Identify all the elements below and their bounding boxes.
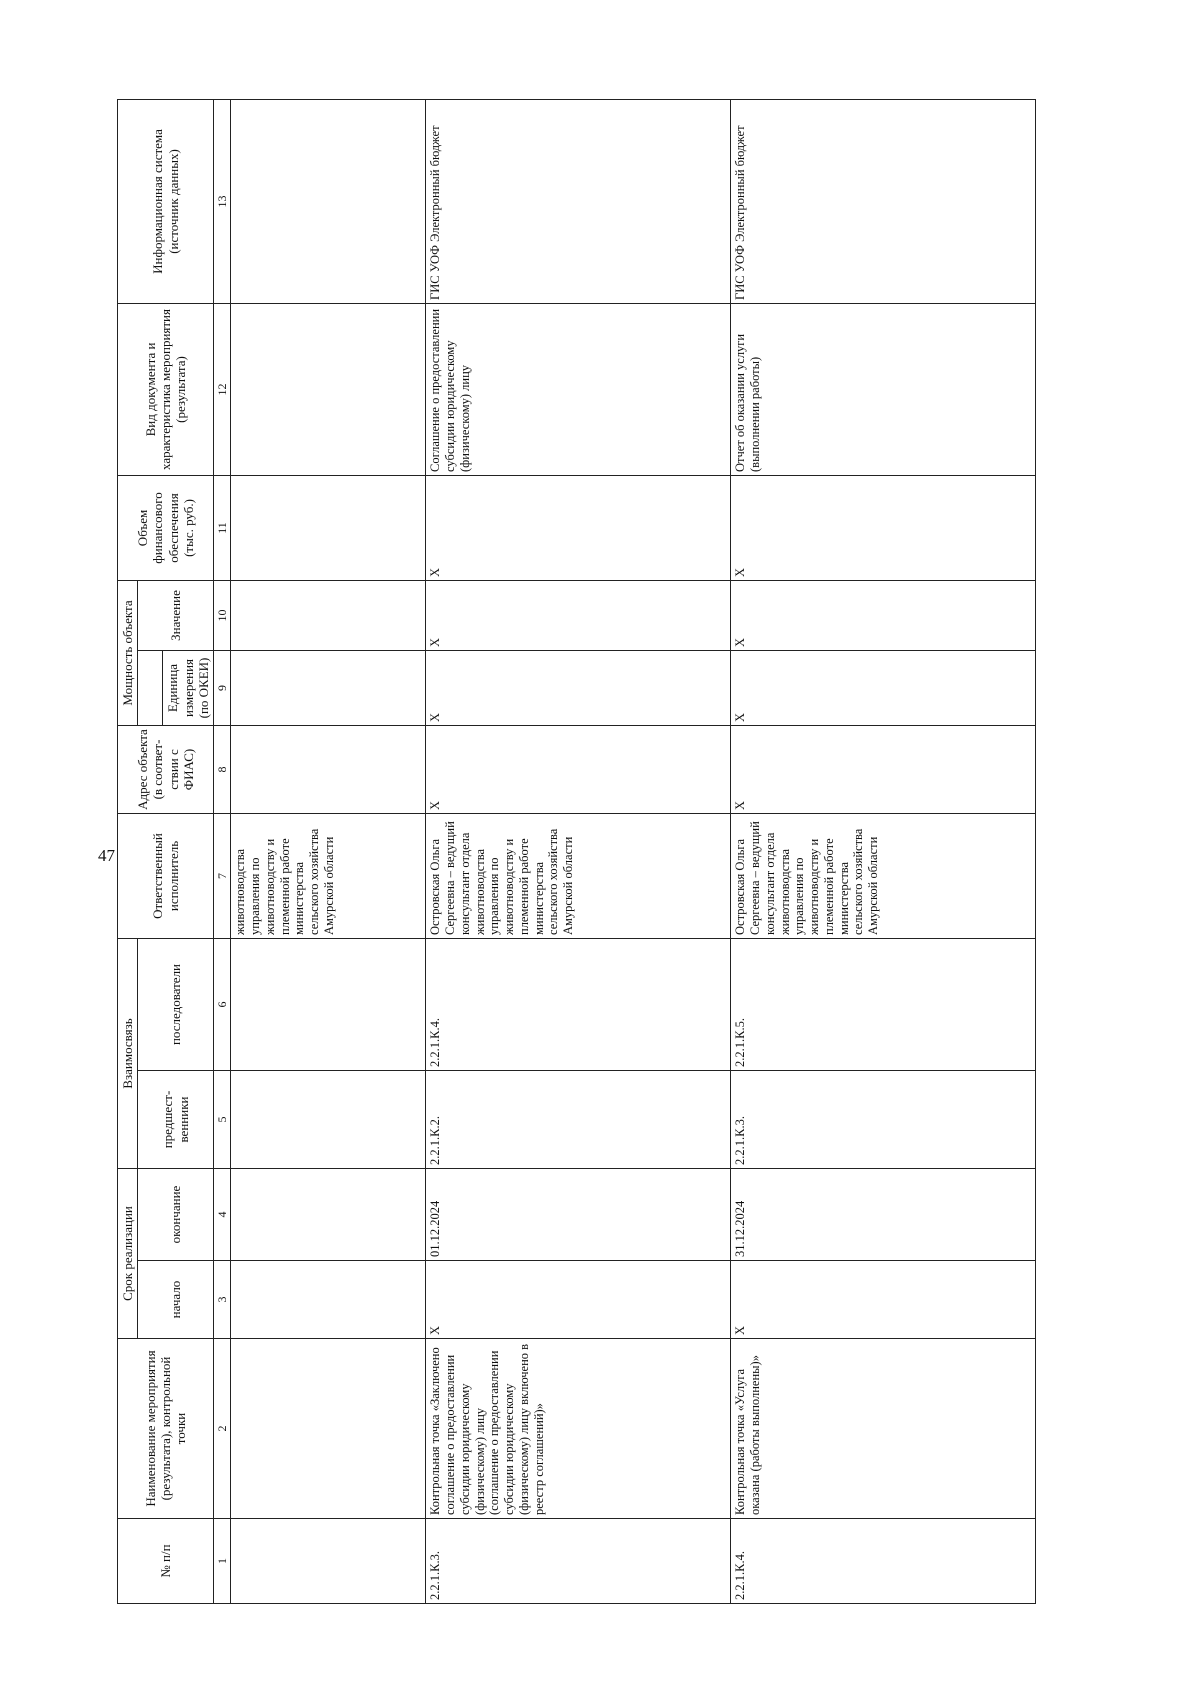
cell-finance: X (426, 475, 731, 580)
col-number: 1 (214, 1519, 231, 1604)
cell-unit: X (426, 651, 731, 726)
header-link: Взаимосвязь (118, 939, 138, 1169)
cell-finance (231, 475, 426, 580)
cell-no: 2.2.1.К.4. (731, 1519, 1036, 1604)
header-resp: Ответственный исполнитель (118, 814, 214, 939)
col-number: 7 (214, 814, 231, 939)
header-row-1 (118, 99, 138, 1603)
cell-end (231, 1169, 426, 1261)
cell-info: ГИС УОФ Электронный бюджет (426, 99, 731, 303)
cell-value (231, 580, 426, 650)
cell-value: X (426, 580, 731, 650)
header-value: Значение (138, 580, 214, 650)
table-row (731, 99, 1036, 1603)
cell-unit (231, 651, 426, 726)
cell-addr (231, 726, 426, 814)
col-number: 3 (214, 1261, 231, 1339)
header-power: Мощность объекта (118, 580, 138, 725)
page-number: 47 (98, 846, 115, 865)
cell-info: ГИС УОФ Электронный бюджет (731, 99, 1036, 303)
cell-pred: 2.2.1.К.2. (426, 1071, 731, 1169)
cell-unit: X (731, 651, 1036, 726)
table-row (231, 99, 426, 1603)
cell-name (231, 1339, 426, 1519)
events-table (117, 99, 1036, 1604)
col-number: 10 (214, 580, 231, 650)
header-doc: Вид документа и характеристика мероприятия (результата) (118, 303, 214, 475)
col-number: 4 (214, 1169, 231, 1261)
cell-value: X (731, 580, 1036, 650)
cell-succ (231, 939, 426, 1071)
cell-doc (231, 303, 426, 475)
header-start: начало (138, 1261, 214, 1339)
cell-resp: Островская Ольга Сергеевна – ведущий консультант отдела животноводства управления по животноводству и племенной работе министерства сельского хозяйства Амурской области (731, 814, 1036, 939)
rotated-table-wrapper (117, 100, 1083, 1604)
table-row (426, 99, 731, 1603)
cell-start (231, 1261, 426, 1339)
cell-succ: 2.2.1.К.5. (731, 939, 1036, 1071)
cell-no: 2.2.1.К.3. (426, 1519, 731, 1604)
header-no: № п/п (118, 1519, 214, 1604)
cell-finance: X (731, 475, 1036, 580)
col-number: 11 (214, 475, 231, 580)
col-number: 12 (214, 303, 231, 475)
cell-start: X (731, 1261, 1036, 1339)
header-unit: Единица измерения (по ОКЕИ) (163, 651, 214, 726)
cell-no (231, 1519, 426, 1604)
cell-pred: 2.2.1.К.3. (731, 1071, 1036, 1169)
col-number: 5 (214, 1071, 231, 1169)
cell-resp: животноводства управления по животноводству и племенной работе министерства сельского хозяйства Амурской области (231, 814, 426, 939)
header-end: окончание (138, 1169, 214, 1261)
header-pred: предшест-венники (138, 1071, 214, 1169)
cell-addr: X (426, 726, 731, 814)
cell-doc: Отчет об оказании услуги (выполнении работы) (731, 303, 1036, 475)
col-number: 13 (214, 99, 231, 303)
cell-pred (231, 1071, 426, 1169)
cell-resp: Островская Ольга Сергеевна – ведущий консультант отдела животноводства управления по животноводству и племенной работе министерства сельского хозяйства Амурской области (426, 814, 731, 939)
cell-name: Контрольная точка «Заключено соглашение о предоставлении субсидии юридическому (физическому) лицу (соглашение о предоставлении субсидии юридическому (физическому) лицу включено в реестр соглашений)» (426, 1339, 731, 1519)
cell-succ: 2.2.1.К.4. (426, 939, 731, 1071)
column-number-row (214, 99, 231, 1603)
col-number: 9 (214, 651, 231, 726)
cell-doc: Соглашение о предоставлении субсидии юридическому (физическому) лицу (426, 303, 731, 475)
cell-end: 01.12.2024 (426, 1169, 731, 1261)
cell-addr: X (731, 726, 1036, 814)
cell-name: Контрольная точка «Услуга оказана (работы выполнены)» (731, 1339, 1036, 1519)
col-number: 6 (214, 939, 231, 1071)
header-succ: последователи (138, 939, 214, 1071)
cell-end: 31.12.2024 (731, 1169, 1036, 1261)
header-term: Срок реализации (118, 1169, 138, 1339)
cell-info (231, 99, 426, 303)
header-addr: Адрес объекта (в соответ-ствии с ФИАС) (118, 726, 214, 814)
col-number: 2 (214, 1339, 231, 1519)
cell-start: X (426, 1261, 731, 1339)
header-finance: Объем финансового обеспечения (тыс. руб.) (118, 475, 214, 580)
header-name: Наименование мероприятия (результата), контрольной точки (118, 1339, 214, 1519)
col-number: 8 (214, 726, 231, 814)
header-power-spacer (138, 651, 163, 726)
header-info: Информационная система (источник данных) (118, 99, 214, 303)
